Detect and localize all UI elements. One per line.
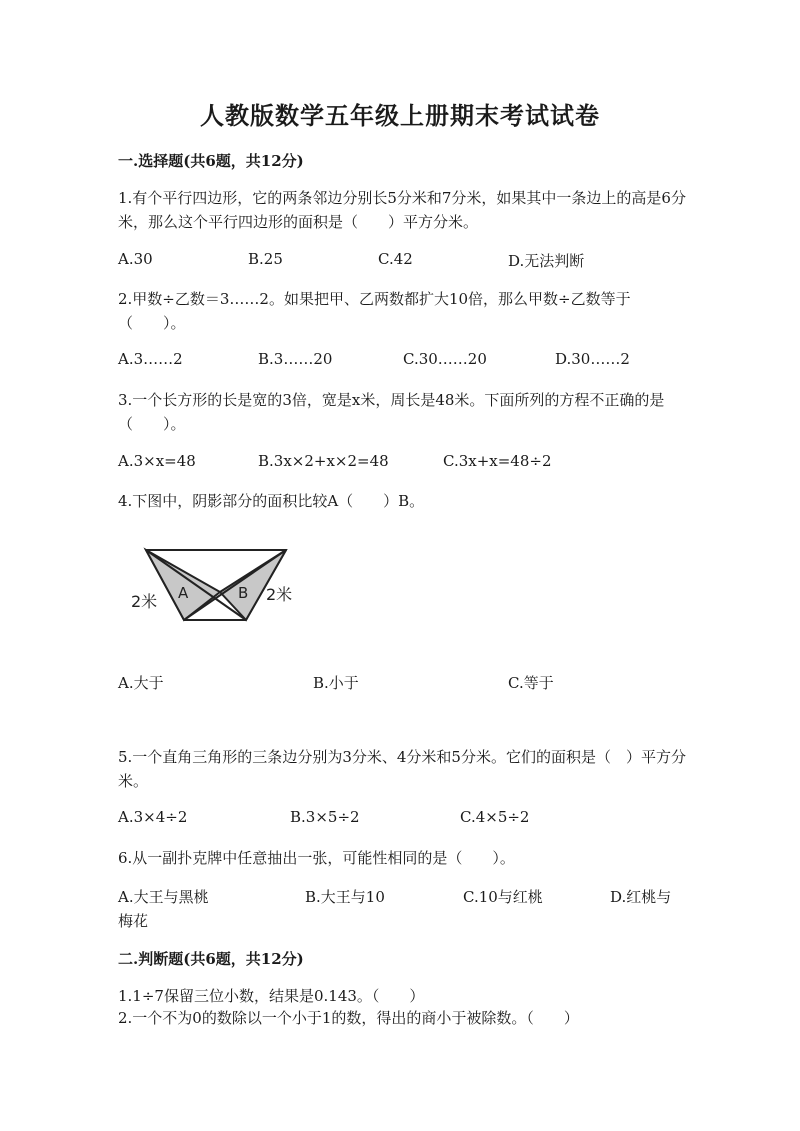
figure-label-a: A [178,584,189,602]
section-heading-choice: 一.选择题(共6题，共12分) [118,152,304,170]
q5-option-b[interactable]: B.3×5÷2 [290,808,360,826]
judgement-2: 2.一个不为0的数除以一个小于1的数，得出的商小于被除数。（ ） [118,1009,579,1027]
q2-option-c[interactable]: C.30……20 [403,350,487,368]
judgement-1: 1.1÷7保留三位小数，结果是0.143。（ ） [118,987,425,1005]
q2-option-d[interactable]: D.30……2 [555,350,630,368]
q3-option-a[interactable]: A.3×x=48 [118,452,196,470]
figure-right-length: 2米 [266,585,293,604]
section-heading-judgement: 二.判断题(共6题，共12分) [118,950,304,968]
q5-option-c[interactable]: C.4×5÷2 [460,808,530,826]
page-title: 人教版数学五年级上册期末考试试卷 [200,101,600,130]
q2-option-b[interactable]: B.3……20 [258,350,333,368]
q1-option-b[interactable]: B.25 [248,250,283,268]
question-5: 5.一个直角三角形的三条边分别为3分米、4分米和5分米。它们的面积是（ ）平方分米。 [118,748,686,790]
q2-option-a[interactable]: A.3……2 [118,350,183,368]
q6-option-d-wrap: 梅花 [118,912,149,930]
q6-option-c[interactable]: C.10与红桃 [463,888,543,906]
trapezoid-figure [126,540,316,632]
q4-option-a[interactable]: A.大于 [118,674,164,692]
q4-option-b[interactable]: B.小于 [313,674,359,692]
figure-left-length: 2米 [131,592,158,611]
question-2: 2.甲数÷乙数＝3……2。如果把甲、乙两数都扩大10倍，那么甲数÷乙数等于（ ）。 [118,290,631,332]
q3-option-c[interactable]: C.3x+x=48÷2 [443,452,552,470]
q1-option-a[interactable]: A.30 [118,250,153,268]
q1-option-d[interactable]: D.无法判断 [508,252,585,270]
question-6: 6.从一副扑克牌中任意抽出一张，可能性相同的是（ ）。 [118,849,515,867]
q6-option-d[interactable]: D.红桃与 [610,888,672,906]
question-4: 4.下图中，阴影部分的面积比较A（ ）B。 [118,492,425,510]
q6-option-b[interactable]: B.大王与10 [305,888,385,906]
q4-option-c[interactable]: C.等于 [508,674,554,692]
figure-label-b: B [238,584,249,602]
question-1: 1.有个平行四边形，它的两条邻边分别长5分米和7分米，如果其中一条边上的高是6分米，那么这个平行四边形的面积是（ ）平方分米。 [118,189,686,231]
question-3: 3.一个长方形的长是宽的3倍，宽是x米，周长是48米。下面所列的方程不正确的是（ ）。 [118,391,665,433]
q5-option-a[interactable]: A.3×4÷2 [118,808,188,826]
q1-option-c[interactable]: C.42 [378,250,413,268]
q6-option-a[interactable]: A.大王与黑桃 [118,888,209,906]
q3-option-b[interactable]: B.3x×2+x×2=48 [258,452,389,470]
